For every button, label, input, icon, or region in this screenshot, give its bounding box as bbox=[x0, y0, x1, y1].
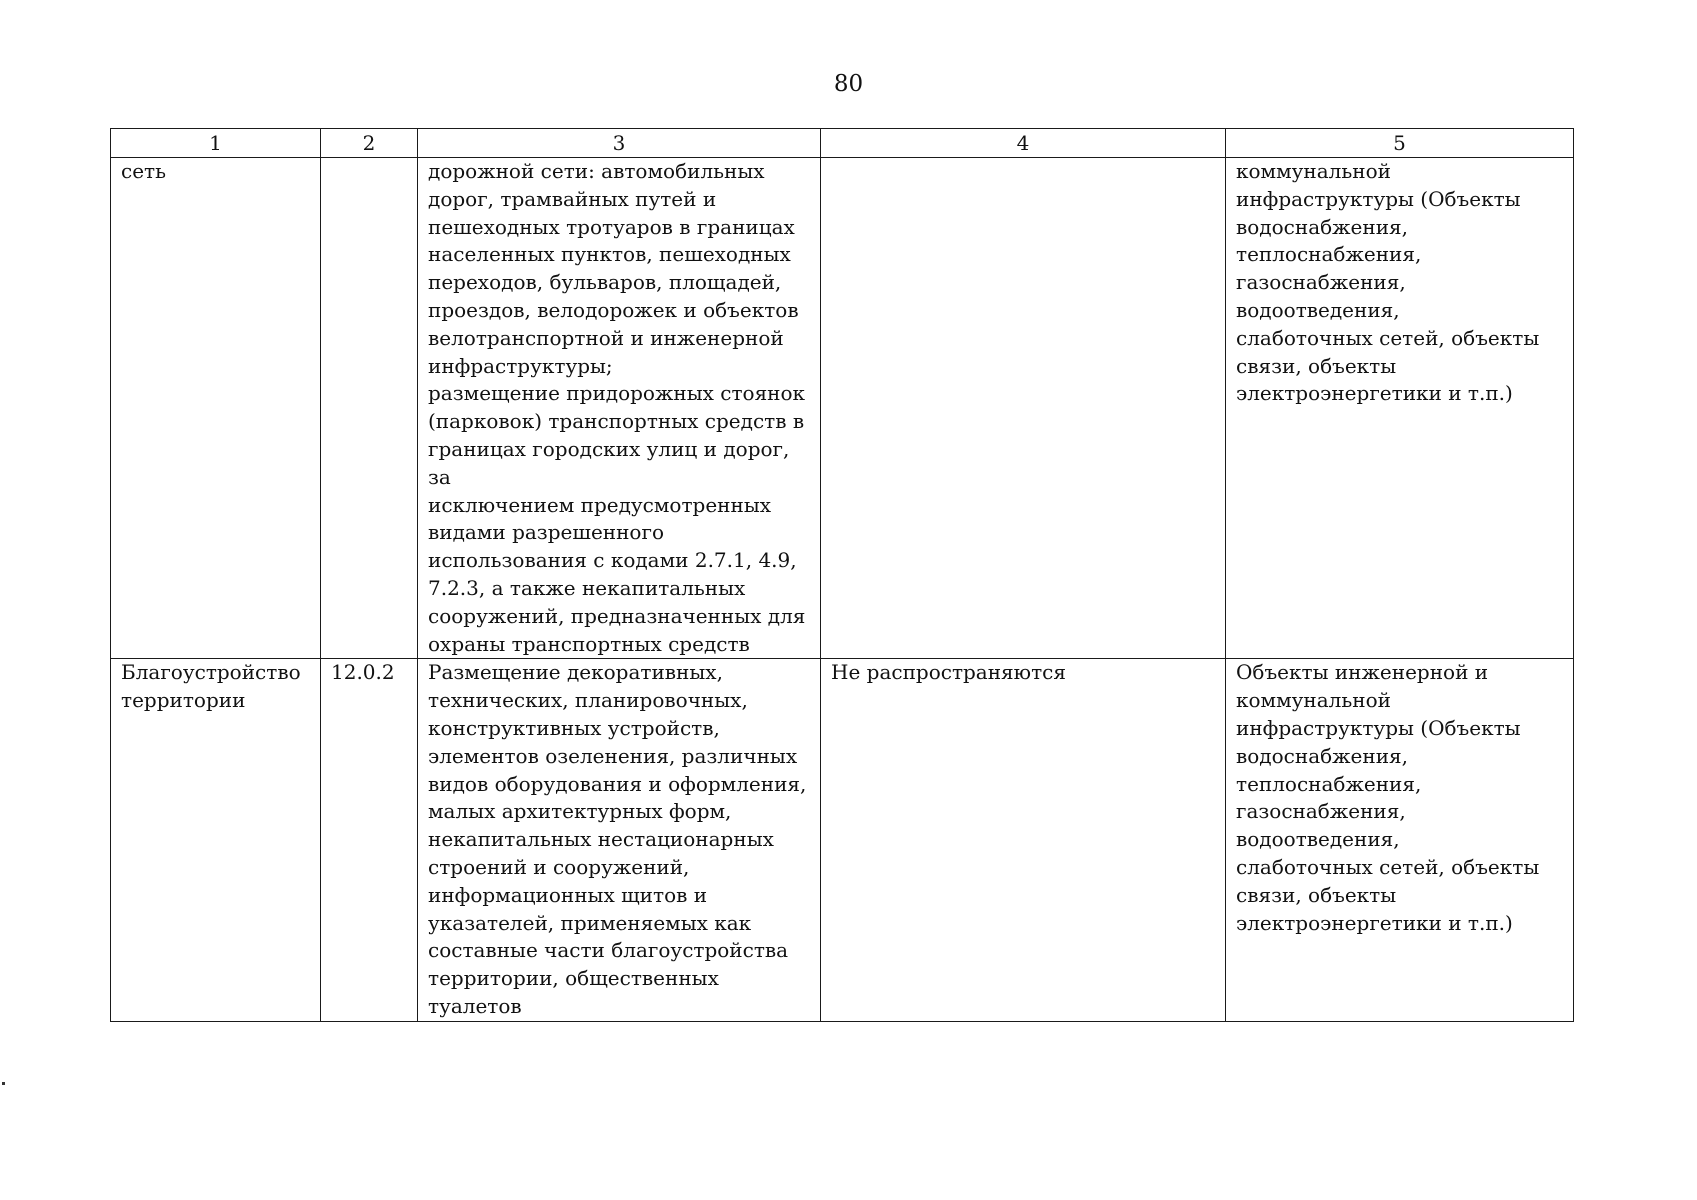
table-header-row bbox=[111, 129, 1574, 158]
parameters-cell bbox=[821, 158, 1226, 659]
land-use-table bbox=[110, 128, 1574, 1022]
page-number: 80 bbox=[833, 71, 864, 97]
use-type-name-cell bbox=[111, 158, 321, 659]
table-row bbox=[111, 659, 1574, 1021]
use-code: 12.0.2 bbox=[331, 660, 395, 685]
column-number-3: 3 bbox=[418, 129, 821, 158]
use-code-cell bbox=[321, 659, 418, 1021]
auxiliary-uses: Объекты инженерной и коммунальной инфраструктуры (Объекты водоснабжения, теплоснабжения, газоснабжения, водоотведения, слаботочных сетей, объекты связи, объекты электроэнергетики и т.п.) bbox=[1236, 660, 1540, 935]
parameters: Не распространяются bbox=[831, 660, 1066, 685]
column-number-4: 4 bbox=[821, 129, 1226, 158]
use-description-cell bbox=[418, 158, 821, 659]
use-type-name: Благоустройство территории bbox=[121, 660, 301, 713]
use-type-name-cell bbox=[111, 659, 321, 1021]
column-number-5: 5 bbox=[1226, 129, 1574, 158]
auxiliary-uses: коммунальной инфраструктуры (Объекты водоснабжения, теплоснабжения, газоснабжения, водоотведения, слаботочных сетей, объекты связи, объекты электроэнергетики и т.п.) bbox=[1236, 159, 1540, 406]
column-number-2: 2 bbox=[321, 129, 418, 158]
use-description: Размещение декоративных, технических, планировочных, конструктивных устройств, элементов озеленения, различных видов оборудования и оформления, малых архитектурных форм, некапитальных нестационарных строений и сооружений, информационных щитов и указателей, применяемых как составные части благоустройства территории, общественных туалетов bbox=[428, 660, 807, 1018]
use-description: дорожной сети: автомобильных дорог, трамвайных путей и пешеходных тротуаров в границах населенных пунктов, пешеходных переходов, бульваров, площадей, проездов, велодорожек и объектов велотранспортной и инженерной инфраструктуры; размещение придорожных стоянок (парковок) транспортных средств в границах городских улиц и дорог, за исключением предусмотренных видами разрешенного использования с кодами 2.7.1, 4.9, 7.2.3, а также некапитальных сооружений, предназначенных для охраны транспортных средств bbox=[428, 159, 806, 656]
table-row bbox=[111, 158, 1574, 659]
use-description-cell bbox=[418, 659, 821, 1021]
use-type-name: сеть bbox=[121, 159, 166, 183]
scan-artifact-dot bbox=[2, 1082, 5, 1085]
auxiliary-uses-cell bbox=[1226, 659, 1574, 1021]
column-number-1: 1 bbox=[111, 129, 321, 158]
parameters-cell bbox=[821, 659, 1226, 1021]
use-code-cell bbox=[321, 158, 418, 659]
auxiliary-uses-cell bbox=[1226, 158, 1574, 659]
